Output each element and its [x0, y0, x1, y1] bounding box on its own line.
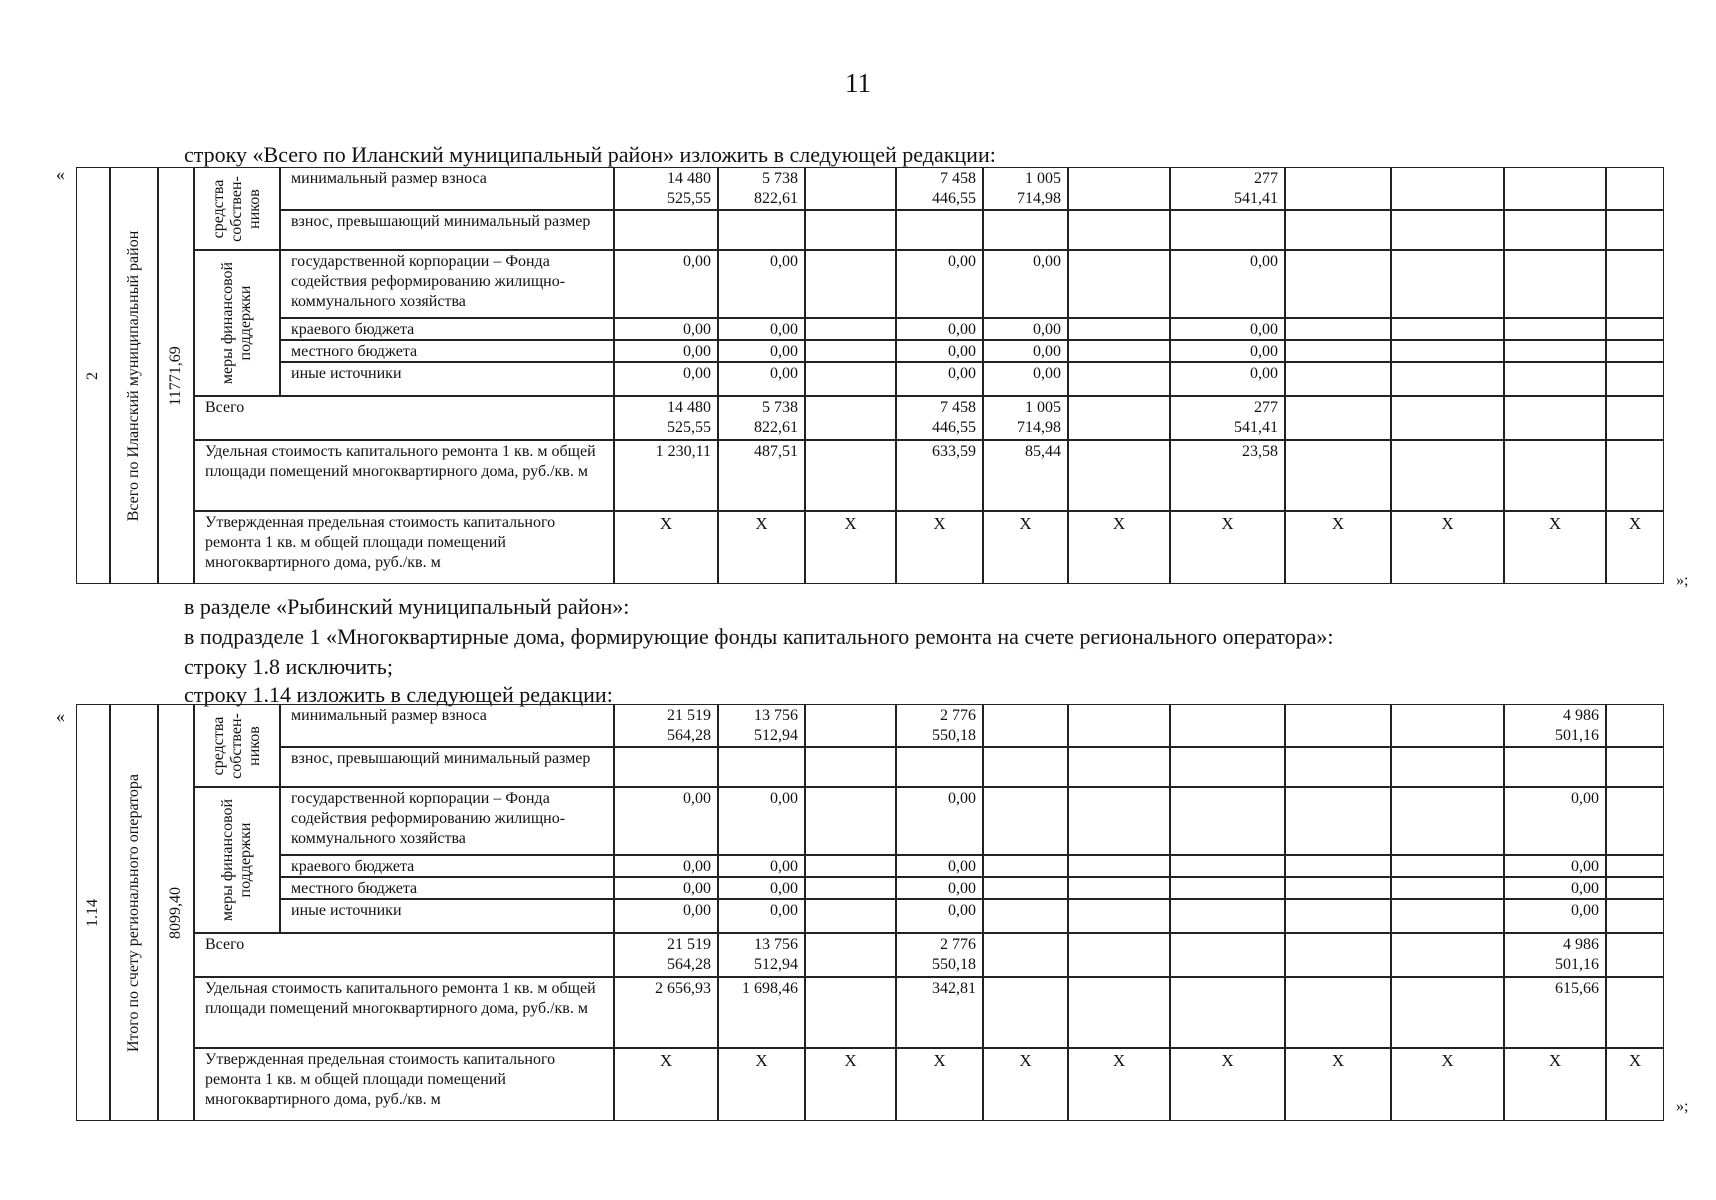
- table1-value-cell: 633,59: [896, 440, 983, 511]
- table2-value-cell: 0,00: [1504, 899, 1606, 933]
- table1-value-cell: 1 230,11: [614, 440, 718, 511]
- table2-value-cell: [1391, 747, 1504, 787]
- table1-col3: 11771,69: [167, 345, 184, 406]
- table1-value-cell: [1504, 210, 1606, 250]
- table1-value-cell: [805, 362, 896, 396]
- table1-row-label: Всего: [194, 396, 614, 440]
- table2-value-cell: X: [1606, 1048, 1664, 1121]
- table1-value-cell: [1504, 362, 1606, 396]
- table1-value-cell: X: [1606, 511, 1664, 584]
- table1-row-label: взнос, превышающий минимальный размер: [280, 210, 614, 250]
- table1-value-cell: [1391, 250, 1504, 318]
- table2-value-cell: [983, 855, 1068, 877]
- table2-value-cell: [1170, 933, 1285, 977]
- table1-value-cell: [1504, 167, 1606, 210]
- exclude-line: строку 1.8 исключить;: [184, 654, 393, 679]
- table1-value-cell: X: [718, 511, 805, 584]
- table1-value-cell: 0,00: [1170, 250, 1285, 318]
- table1-value-cell: [896, 210, 983, 250]
- table2-value-cell: 0,00: [896, 787, 983, 855]
- table2-value-cell: [1391, 977, 1504, 1048]
- table2-value-cell: 13 756 512,94: [718, 704, 805, 747]
- table2-value-cell: 0,00: [896, 877, 983, 899]
- table2-value-cell: [1391, 855, 1504, 877]
- table1-value-cell: [1606, 340, 1664, 362]
- table1-value-cell: [1606, 210, 1664, 250]
- table1-value-cell: X: [1170, 511, 1285, 584]
- table2-value-cell: [1068, 933, 1170, 977]
- table2-value-cell: [1391, 899, 1504, 933]
- table1-value-cell: [1391, 210, 1504, 250]
- table2-value-cell: [983, 899, 1068, 933]
- table2-value-cell: [1285, 704, 1391, 747]
- table1-value-cell: [1068, 210, 1170, 250]
- table1-value-cell: 0,00: [718, 340, 805, 362]
- table1-value-cell: 277 541,41: [1170, 167, 1285, 210]
- table2-value-cell: 615,66: [1504, 977, 1606, 1048]
- table1-value-cell: 0,00: [896, 318, 983, 340]
- table1-value-cell: 0,00: [983, 318, 1068, 340]
- table1-value-cell: [614, 210, 718, 250]
- table1-value-cell: [1391, 167, 1504, 210]
- table2-value-cell: [1170, 747, 1285, 787]
- table2-value-cell: 21 519 564,28: [614, 704, 718, 747]
- table2-value-cell: [805, 899, 896, 933]
- table1-value-cell: X: [1068, 511, 1170, 584]
- table2-value-cell: 0,00: [718, 855, 805, 877]
- table2-value-cell: [1606, 855, 1664, 877]
- table2-value-cell: X: [1504, 1048, 1606, 1121]
- table1-value-cell: [1068, 362, 1170, 396]
- table2-value-cell: [1391, 787, 1504, 855]
- table2-value-cell: [805, 933, 896, 977]
- table2-value-cell: [1606, 899, 1664, 933]
- table2-value-cell: 2 776 550,18: [896, 933, 983, 977]
- table2-value-cell: X: [1391, 1048, 1504, 1121]
- table2-row-label: Утвержденная предельная стоимость капитального ремонта 1 кв. м общей площади помещений многоквартирного дома, руб./кв. м: [194, 1048, 614, 1121]
- table2-value-cell: [1170, 899, 1285, 933]
- table2-row-label: минимальный размер взноса: [280, 704, 614, 747]
- table1-value-cell: [1606, 167, 1664, 210]
- table1-value-cell: [1068, 167, 1170, 210]
- table1-value-cell: 5 738 822,61: [718, 167, 805, 210]
- table2-value-cell: [983, 747, 1068, 787]
- table1-value-cell: [1504, 340, 1606, 362]
- table1-value-cell: 0,00: [896, 250, 983, 318]
- table1-group_support: меры финансовой поддержки: [219, 261, 254, 385]
- table1-value-cell: [1504, 318, 1606, 340]
- table2-value-cell: [983, 933, 1068, 977]
- table1-value-cell: [1285, 250, 1391, 318]
- table1-row-label: Утвержденная предельная стоимость капитального ремонта 1 кв. м общей площади помещений многоквартирного дома, руб./кв. м: [194, 511, 614, 584]
- table1-row-label: государственной корпорации – Фонда содействия реформированию жилищно-коммунального хозяйства: [280, 250, 614, 318]
- table2-value-cell: [1170, 977, 1285, 1048]
- table1-value-cell: 0,00: [1170, 340, 1285, 362]
- subsection-line: в подразделе 1 «Многоквартирные дома, формирующие фонды капитального ремонта на счете регионального оператора»:: [184, 624, 1334, 649]
- table2-value-cell: [805, 855, 896, 877]
- table1-value-cell: [1170, 210, 1285, 250]
- table1-value-cell: 23,58: [1170, 440, 1285, 511]
- table2-value-cell: [614, 747, 718, 787]
- table1-value-cell: [1285, 167, 1391, 210]
- table1-value-cell: 0,00: [718, 250, 805, 318]
- table2-row-label: местного бюджета: [280, 877, 614, 899]
- table1-value-cell: X: [1285, 511, 1391, 584]
- table2-value-cell: [1068, 855, 1170, 877]
- table1-value-cell: X: [896, 511, 983, 584]
- table1-value-cell: [805, 340, 896, 362]
- table2-value-cell: [983, 787, 1068, 855]
- table2-group_support: меры финансовой поддержки: [219, 798, 254, 922]
- table1-value-cell: [1285, 362, 1391, 396]
- table2-group_owners: средства собствен- ников: [210, 712, 263, 779]
- table1-value-cell: [1285, 396, 1391, 440]
- table1-value-cell: [1606, 250, 1664, 318]
- table1-value-cell: [805, 210, 896, 250]
- table2-value-cell: [1285, 855, 1391, 877]
- table1-quote-open: «: [56, 164, 65, 184]
- table2-value-cell: [718, 747, 805, 787]
- table2-value-cell: 0,00: [614, 787, 718, 855]
- table2-value-cell: 2 776 550,18: [896, 704, 983, 747]
- table1-value-cell: 7 458 446,55: [896, 167, 983, 210]
- table1-value-cell: 0,00: [896, 362, 983, 396]
- table1-value-cell: [805, 440, 896, 511]
- table2-col2: Итого по счету регионального оператора: [125, 773, 142, 1052]
- table1-value-cell: 0,00: [718, 318, 805, 340]
- table1-value-cell: [1068, 250, 1170, 318]
- table2-quote-close: »;: [1676, 1098, 1689, 1115]
- table2-col1: 1.14: [84, 898, 101, 927]
- table2-value-cell: [1606, 747, 1664, 787]
- table1-value-cell: [1285, 210, 1391, 250]
- table1-value-cell: [1285, 440, 1391, 511]
- table2-value-cell: [1391, 933, 1504, 977]
- table2-value-cell: X: [1170, 1048, 1285, 1121]
- table1-value-cell: [983, 210, 1068, 250]
- table2-value-cell: X: [1285, 1048, 1391, 1121]
- table2-value-cell: [1068, 787, 1170, 855]
- table1-value-cell: [1391, 396, 1504, 440]
- table2-value-cell: [1285, 977, 1391, 1048]
- table1-value-cell: [1068, 440, 1170, 511]
- table1-value-cell: [1606, 318, 1664, 340]
- table1-value-cell: [805, 318, 896, 340]
- table1-value-cell: 7 458 446,55: [896, 396, 983, 440]
- table1-value-cell: 0,00: [896, 340, 983, 362]
- table1-value-cell: 0,00: [614, 318, 718, 340]
- table2-value-cell: [1285, 877, 1391, 899]
- table1-value-cell: 277 541,41: [1170, 396, 1285, 440]
- table1-col2: Всего по Иланский муниципальный район: [125, 230, 142, 521]
- table1-value-cell: [1606, 440, 1664, 511]
- table1-value-cell: 5 738 822,61: [718, 396, 805, 440]
- table2-value-cell: [1285, 933, 1391, 977]
- table1-value-cell: [1606, 362, 1664, 396]
- table1-value-cell: [1606, 396, 1664, 440]
- table2-value-cell: [1391, 704, 1504, 747]
- table2-value-cell: 2 656,93: [614, 977, 718, 1048]
- table2-value-cell: [1606, 877, 1664, 899]
- table2-value-cell: 13 756 512,94: [718, 933, 805, 977]
- table2-value-cell: [805, 704, 896, 747]
- table1-value-cell: 0,00: [1170, 318, 1285, 340]
- table2-value-cell: [1606, 787, 1664, 855]
- table2-value-cell: X: [718, 1048, 805, 1121]
- page-number: 11: [845, 68, 871, 98]
- table2-value-cell: X: [983, 1048, 1068, 1121]
- table1-value-cell: [1504, 250, 1606, 318]
- table1-group_owners: средства собствен- ников: [210, 175, 263, 242]
- table1-value-cell: 0,00: [614, 362, 718, 396]
- table2-value-cell: [983, 877, 1068, 899]
- table2-row-label: государственной корпорации – Фонда содействия реформированию жилищно-коммунального хозяйства: [280, 787, 614, 855]
- table2-value-cell: [1285, 747, 1391, 787]
- table2-value-cell: [1068, 747, 1170, 787]
- table1-value-cell: [1391, 340, 1504, 362]
- table2-value-cell: [805, 747, 896, 787]
- table1-value-cell: X: [983, 511, 1068, 584]
- table2-value-cell: 0,00: [614, 899, 718, 933]
- table1-value-cell: [1391, 440, 1504, 511]
- table1-value-cell: 1 005 714,98: [983, 167, 1068, 210]
- table2-value-cell: 1 698,46: [718, 977, 805, 1048]
- table1-row-label: краевого бюджета: [280, 318, 614, 340]
- table2-value-cell: [805, 787, 896, 855]
- table2-value-cell: 0,00: [896, 899, 983, 933]
- table1-value-cell: 14 480 525,55: [614, 167, 718, 210]
- table1-value-cell: [1391, 318, 1504, 340]
- table1-row-label: Удельная стоимость капитального ремонта 1 кв. м общей площади помещений многоквартирного дома, руб./кв. м: [194, 440, 614, 511]
- table1-value-cell: [718, 210, 805, 250]
- section-line: в разделе «Рыбинский муниципальный район»:: [184, 594, 630, 619]
- table1-value-cell: 0,00: [983, 340, 1068, 362]
- table1-value-cell: [805, 396, 896, 440]
- table2-value-cell: 0,00: [718, 877, 805, 899]
- table2-value-cell: [1170, 877, 1285, 899]
- table1-value-cell: 487,51: [718, 440, 805, 511]
- table2-value-cell: [805, 877, 896, 899]
- table1-value-cell: 0,00: [1170, 362, 1285, 396]
- table2-value-cell: 0,00: [718, 787, 805, 855]
- table1-value-cell: [1504, 396, 1606, 440]
- table1-value-cell: [1068, 340, 1170, 362]
- table1-value-cell: X: [1391, 511, 1504, 584]
- table1-row-label: минимальный размер взноса: [280, 167, 614, 210]
- table2-value-cell: [1068, 704, 1170, 747]
- table2-value-cell: X: [614, 1048, 718, 1121]
- table2-value-cell: [1068, 977, 1170, 1048]
- table1-value-cell: 85,44: [983, 440, 1068, 511]
- table1-value-cell: [805, 250, 896, 318]
- table1-row-label: иные источники: [280, 362, 614, 396]
- table1-value-cell: [1068, 318, 1170, 340]
- table2-value-cell: 4 986 501,16: [1504, 704, 1606, 747]
- table2-value-cell: 0,00: [614, 855, 718, 877]
- table2-row-label: Всего: [194, 933, 614, 977]
- table2-value-cell: 4 986 501,16: [1504, 933, 1606, 977]
- table1-value-cell: 0,00: [983, 250, 1068, 318]
- table1-row-label: местного бюджета: [280, 340, 614, 362]
- table1-value-cell: [1285, 318, 1391, 340]
- table1-value-cell: X: [614, 511, 718, 584]
- table1-value-cell: 0,00: [614, 340, 718, 362]
- table2-value-cell: [1285, 787, 1391, 855]
- table2-value-cell: [805, 977, 896, 1048]
- table2-value-cell: 21 519 564,28: [614, 933, 718, 977]
- table2-value-cell: 0,00: [896, 855, 983, 877]
- table2-value-cell: 0,00: [614, 877, 718, 899]
- table2-value-cell: X: [1068, 1048, 1170, 1121]
- table1-value-cell: 1 005 714,98: [983, 396, 1068, 440]
- table2-value-cell: [1170, 787, 1285, 855]
- intro-line-2: строку 1.14 изложить в следующей редакции:: [184, 682, 613, 707]
- table2-quote-open: «: [56, 706, 65, 726]
- table1-value-cell: [1068, 396, 1170, 440]
- table2-value-cell: [1170, 704, 1285, 747]
- table2-value-cell: [896, 747, 983, 787]
- table2-value-cell: [1170, 855, 1285, 877]
- table2-value-cell: 0,00: [1504, 787, 1606, 855]
- table2-value-cell: [1391, 877, 1504, 899]
- table1-quote-close: »;: [1676, 572, 1689, 589]
- table1-value-cell: 0,00: [614, 250, 718, 318]
- table2-value-cell: X: [896, 1048, 983, 1121]
- table2-value-cell: 0,00: [1504, 855, 1606, 877]
- table1-value-cell: [1504, 440, 1606, 511]
- table1-value-cell: X: [805, 511, 896, 584]
- table2-value-cell: [1068, 877, 1170, 899]
- table1-col1: 2: [84, 371, 101, 380]
- table2-value-cell: [1068, 899, 1170, 933]
- table2-value-cell: [983, 704, 1068, 747]
- table1-value-cell: 14 480 525,55: [614, 396, 718, 440]
- table1-value-cell: 0,00: [718, 362, 805, 396]
- table2-value-cell: 342,81: [896, 977, 983, 1048]
- table2-value-cell: [1606, 977, 1664, 1048]
- table2-value-cell: [1606, 933, 1664, 977]
- table1-value-cell: 0,00: [983, 362, 1068, 396]
- table2-value-cell: [1285, 899, 1391, 933]
- table2-row-label: иные источники: [280, 899, 614, 933]
- table2-value-cell: [983, 977, 1068, 1048]
- table2-value-cell: 0,00: [1504, 877, 1606, 899]
- table2-value-cell: [1504, 747, 1606, 787]
- table2-row-label: взнос, превышающий минимальный размер: [280, 747, 614, 787]
- table1-value-cell: [805, 167, 896, 210]
- table2-value-cell: [1606, 704, 1664, 747]
- table1-value-cell: [1285, 340, 1391, 362]
- table1-value-cell: [1391, 362, 1504, 396]
- table2-row-label: краевого бюджета: [280, 855, 614, 877]
- table1-value-cell: X: [1504, 511, 1606, 584]
- table2-value-cell: X: [805, 1048, 896, 1121]
- table2-value-cell: 0,00: [718, 899, 805, 933]
- intro-line: строку «Всего по Иланский муниципальный район» изложить в следующей редакции:: [184, 142, 996, 167]
- table2-row-label: Удельная стоимость капитального ремонта 1 кв. м общей площади помещений многоквартирного дома, руб./кв. м: [194, 977, 614, 1048]
- table2-col3: 8099,40: [167, 886, 184, 939]
